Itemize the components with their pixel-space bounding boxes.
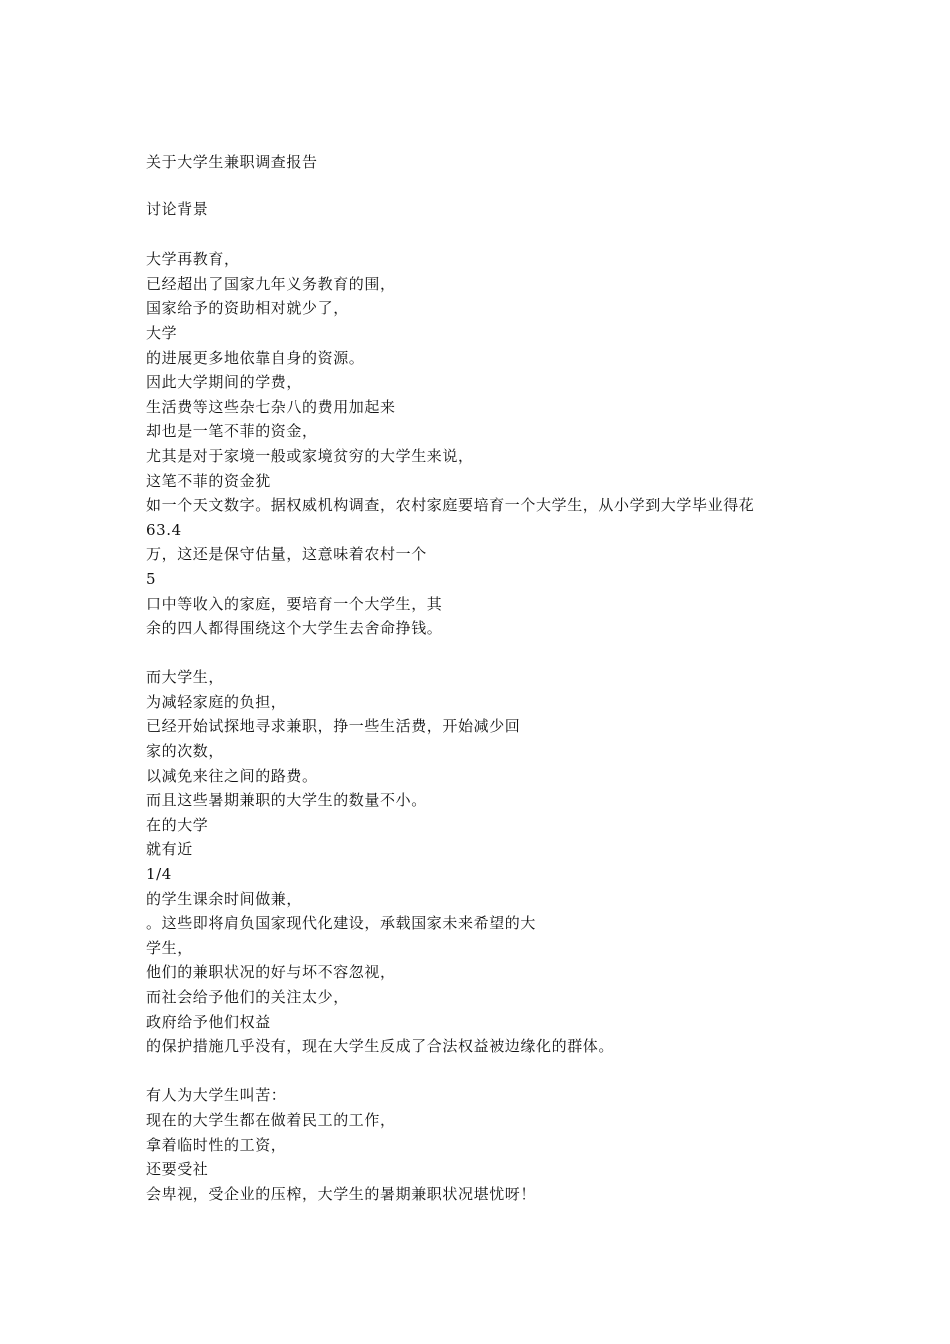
paragraph-spacer bbox=[146, 1059, 836, 1084]
text-line: 已经超出了国家九年义务教育的围， bbox=[146, 274, 396, 293]
text-line: 已经开始试探地寻求兼职，挣一些生活费，开始减少回 bbox=[146, 717, 521, 736]
text-line: 政府给予他们权益 bbox=[146, 1012, 271, 1031]
text-line: 生活费等这些杂七杂八的费用加起来 bbox=[146, 397, 396, 416]
text-line: 还要受社 bbox=[146, 1160, 209, 1179]
text-line: 的进展更多地依靠自身的资源。 bbox=[146, 348, 365, 367]
text-line: 大学再教育， bbox=[146, 250, 240, 269]
text-line: 口中等收入的家庭，要培育一个大学生，其 bbox=[146, 594, 443, 613]
paragraph bbox=[146, 665, 836, 1059]
text-line: 因此大学期间的学费， bbox=[146, 373, 303, 392]
text-line: 万，这还是保守估量，这意味着农村一个 bbox=[146, 545, 427, 564]
text-line: 以减免来往之间的路费。 bbox=[146, 766, 318, 785]
text-line: 余的四人都得围绕这个大学生去舍命挣钱。 bbox=[146, 619, 443, 638]
text-line: 如一个天文数字。据权威机构调查，农村家庭要培育一个大学生，从小学到大学毕业得花 bbox=[146, 496, 755, 515]
paragraph-spacer bbox=[146, 641, 836, 666]
text-line: 在的大学 bbox=[146, 815, 209, 834]
text-line: 5 bbox=[146, 569, 157, 588]
text-line: 为减轻家庭的负担， bbox=[146, 692, 287, 711]
text-line: 而且这些暑期兼职的大学生的数量不小。 bbox=[146, 791, 427, 810]
text-line: 63.4 bbox=[146, 520, 182, 539]
paragraph bbox=[146, 1083, 836, 1206]
text-line: 大学 bbox=[146, 323, 178, 342]
text-line: 会卑视，受企业的压榨，大学生的暑期兼职状况堪忧呀！ bbox=[146, 1184, 537, 1203]
text-line: 却也是一笔不菲的资金， bbox=[146, 422, 318, 441]
text-line: 的学生课余时间做兼， bbox=[146, 889, 303, 908]
text-line: 的保护措施几乎没有，现在大学生反成了合法权益被边缘化的群体。 bbox=[146, 1037, 615, 1056]
text-line: 这笔不菲的资金犹 bbox=[146, 471, 271, 490]
text-line: 拿着临时性的工资， bbox=[146, 1135, 287, 1154]
section-heading: 讨论背景 bbox=[146, 199, 209, 218]
text-line: 就有近 bbox=[146, 840, 193, 859]
document-title: 关于大学生兼职调查报告 bbox=[146, 153, 318, 171]
text-line: 而社会给予他们的关注太少， bbox=[146, 988, 349, 1006]
text-line: 现在的大学生都在做着民工的工作， bbox=[146, 1110, 396, 1129]
text-line: 。这些即将肩负国家现代化建设，承载国家未来希望的大 bbox=[146, 914, 537, 933]
text-line: 1/4 bbox=[146, 865, 172, 884]
text-line: 家的次数， bbox=[146, 742, 225, 761]
paragraph bbox=[146, 247, 836, 641]
text-line: 他们的兼职状况的好与坏不容忽视， bbox=[146, 963, 396, 982]
text-line: 国家给予的资助相对就少了， bbox=[146, 299, 349, 318]
document-body bbox=[146, 150, 836, 1206]
text-line: 学生， bbox=[146, 938, 193, 957]
text-line: 而大学生， bbox=[146, 668, 225, 687]
text-line: 有人为大学生叫苦： bbox=[146, 1086, 287, 1105]
text-line: 尤其是对于家境一般或家境贫穷的大学生来说， bbox=[146, 446, 474, 465]
